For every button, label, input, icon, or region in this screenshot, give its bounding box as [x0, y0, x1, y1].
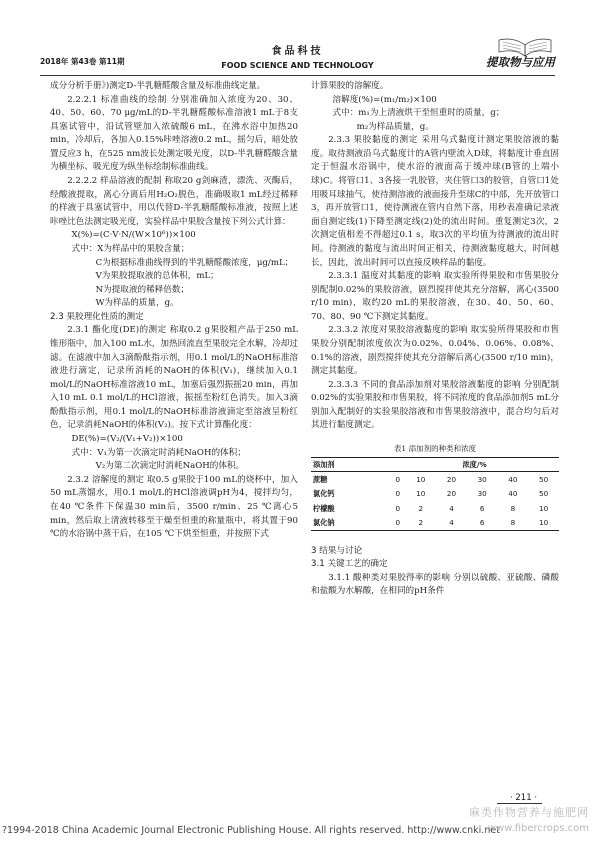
table-cell: 30	[477, 489, 487, 499]
formula-legend: V₂为第二次滴定时消耗NaOH的体积。	[95, 461, 245, 472]
formula-legend: W为样品的质量，g。	[95, 298, 179, 309]
paragraph-additives: 2.3.3.3 不同的食品添加剂对果胶溶液黏度的影响 分别配制0.02%的实验果胶和市售果胶，将不同浓度的食品添加剂5 mL分别加入配制好的实验果胶溶液和市售果胶溶液中，混合均匀后对其进行黏度测定。	[311, 379, 559, 431]
table-cell: 10	[416, 474, 426, 484]
formula-legend: 式中：V₁为第一次滴定时消耗NaOH的体积；	[71, 447, 246, 458]
paragraph-standard-curve: 2.2.2.1 标准曲线的绘制 分别准确加入浓度为20、30、40、50、60、70 μg/mL的D-半乳糖醛酸标准溶液1 mL于8支具塞试管中，沿试管壁加入浓硫酸6 mL，在沸水浴中加热20 min，冷却后，各加入0.15%咔唑溶液0.2 mL，摇匀后，暗处放置反应3 h，在525 nm波长处测定吸光度，以D-半乳糖醛酸含量为横坐标、吸光度为纵坐标绘制标准曲线。	[50, 94, 298, 173]
page-number: · 211 ·	[510, 793, 538, 803]
paragraph-solubility: 2.3.2 溶解度的测定 取0.5 g果胶于100 mL的烧杯中，加入50 mL蒸馏水，用0.1 mol/L的HCl溶液调pH为4，搅拌均匀，在40 ℃条件下保温30 min后，3500 r/min、25 ℃离心5 min，然后取上清液转移至干燥至恒重的称量瓶中，将其置于90 ℃的水浴锅中蒸干后，在105 ℃下烘至恒重，并按照下式	[50, 474, 298, 540]
paragraph: 成分分析手册》)测定D-半乳糖醛酸含量及标准曲线定量。	[50, 81, 266, 91]
table-cell: 40	[508, 474, 518, 484]
table-cell: 0	[395, 503, 401, 513]
table-header-additive: 添加剂	[311, 457, 390, 471]
paragraph-concentration: 2.3.3.2 浓度对果胶溶液黏度的影响 取实验所得果胶和市售果胶分别配制浓度依次为0.02%、0.04%、0.06%、0.08%、0.1%的溶液，剧烈搅拌使其充分溶解后离心(3500 r/10 min)，测定其黏度。	[311, 325, 559, 377]
left-column	[50, 80, 298, 542]
table-cell: 0	[390, 515, 405, 530]
table-header-row	[311, 457, 559, 471]
paragraph-acid-type: 3.1.1 酸种类对果胶得率的影响 分别以硫酸、亚硫酸、磷酸和盐酸为水解酸，在相同的pH条件	[311, 572, 559, 597]
table-cell: 8	[498, 515, 529, 530]
formula-legend: C为根据标准曲线得到的半乳糖醛酸浓度，μg/mL；	[95, 257, 294, 268]
table-title: 表1 添加剂的种类和浓度	[393, 444, 477, 454]
section-heading: 2.3 果胶理化性质的测定	[50, 311, 144, 322]
table-cell: 0	[395, 489, 401, 499]
table-cell: 4	[436, 515, 467, 530]
journal-title-cn: 食品科技	[271, 46, 324, 57]
copyright-line: ?1994-2018 China Academic Journal Electronic Publishing House. All rights reserved. http://www.cnki.net	[2, 825, 500, 836]
table-row	[311, 515, 559, 530]
table-row	[311, 487, 559, 501]
table-cell: 10	[416, 489, 426, 499]
table-cell: 50	[539, 489, 549, 499]
formula-pectin-content: X(%)=(C·V·N/(W×10⁶))×100	[71, 230, 196, 241]
section-heading: 3 结果与讨论	[311, 545, 363, 556]
table-cell: 8	[510, 503, 516, 513]
table-row	[311, 501, 559, 515]
journal-title-block	[40, 44, 555, 72]
table-cell: 30	[477, 474, 487, 484]
additives-table	[311, 457, 559, 531]
journal-title-en: FOOD SCIENCE AND TECHNOLOGY	[221, 60, 374, 70]
table-cell: 6	[479, 503, 485, 513]
table-cell: 2	[418, 503, 424, 513]
table-cell: 6	[467, 515, 498, 530]
paragraph-sample-prep: 2.2.2.2 样品溶液的配制 称取20 g剑麻渣，漂洗、灭酶后，经酸液提取，离心分离后用H₂O₂脱色，准确吸取1 mL经过稀释的样液于具塞试管中，用以代替D-半乳糖醛酸标准液，按照上述咔唑比色法测定吸光度，实验样品中果胶含量按下列公式计算：	[50, 176, 298, 227]
header-rule	[40, 75, 555, 76]
table-cell: 40	[508, 489, 518, 499]
formula-de: DE(%)=(V₂/(V₁+V₂))×100	[71, 434, 183, 445]
table-cell: 4	[449, 503, 454, 513]
right-column	[311, 80, 559, 599]
watermark-text: 麻类作物营养与施肥网	[469, 806, 589, 819]
section-name: 提取物与应用	[486, 54, 555, 69]
table-cell: 10	[528, 515, 559, 530]
table-row-label: 氯化钙	[313, 489, 335, 499]
paragraph: 计算果胶的溶解度。	[311, 81, 389, 91]
table-cell: 0	[395, 474, 401, 484]
paragraph-viscosity: 2.3.3 果胶黏度的测定 采用乌式黏度计测定果胶溶液的黏度。取待测液沿乌式黏度计的A管内壁流入D球，将黏度计垂直固定于恒温水浴锅中，使水浴的液面高于缓冲球(B管的上端小球)C。将管口1、3各接一乳胶管，夹住管口3的胶管，自管口1处用吸耳球抽气，使待测溶液的液面接升至球C的中部，先开放管口3，再开放管口1，使待测液在管内自然下落，用秒表准确记录液面自测定线(1)下降至测定线(2)处的流出时间。重复测定3次，2次测定值相差不得超过0.1 s，取3次的平均值为待测液的流出时间。待测液的黏度与流出时间正相关，待测液黏度越大，时间越长，因此，流出时间可以直接反映样品的黏度。	[311, 135, 559, 268]
table-row-label: 氯化钠	[311, 515, 390, 530]
table-header-concentration: 浓度/%	[390, 457, 559, 471]
formula-legend: 式中：m₁为上清液烘干至恒重时的质量，g；	[332, 108, 505, 119]
table-row-label: 蔗糖	[313, 474, 328, 484]
table-cell: 10	[539, 503, 549, 513]
issue-info: 2018年 第43卷 第11期	[40, 57, 125, 67]
watermark	[469, 804, 589, 837]
formula-legend: m₂为样品质量，g。	[356, 121, 434, 132]
table-row-label: 柠檬酸	[313, 503, 335, 513]
formula-legend: 式中：X为样品中的果胶含量；	[71, 243, 190, 254]
paragraph-esterification: 2.3.1 酯化度(DE)的测定 称取0.2 g果胶粗产品于250 mL锥形瓶中，加入100 mL水，加热回流直至果胶完全水解，冷却过滤。在滤液中加入3滴酚酞指示剂，用0.1 mol/L的NaOH标准溶液进行滴定，记录所消耗的NaOH的体积(V₁)，继续加入0.1 mol/L的NaOH标准溶液10 mL，加塞后强烈振摇20 min，再加入10 mL 0.1 mol/L的HCl溶液，振摇至粉红色消失。加入3滴酚酞指示剂，用0.1 mol/L的NaOH标准溶液滴定至溶液呈粉红色，记录消耗NaOH的体积(V₂)。按下式计算酯化度：	[50, 325, 298, 431]
formula-solubility: 溶解度(%)=(m₁/m₂)×100	[332, 94, 437, 105]
page-header	[40, 40, 555, 74]
table-cell: 50	[539, 474, 549, 484]
table-row	[311, 472, 559, 487]
formula-legend: V为果胶提取液的总体积，mL；	[95, 271, 219, 282]
watermark-url: www.fibercrops.com	[487, 823, 589, 835]
table-cell: 20	[446, 489, 457, 499]
table-cell: 2	[405, 515, 436, 530]
table-cell: 20	[446, 474, 457, 484]
formula-legend: N为提取液的稀释倍数；	[95, 284, 190, 295]
subsection-heading: 3.1 关键工艺的确定	[311, 559, 388, 570]
paragraph-temperature: 2.3.3.1 温度对其黏度的影响 取实验所得果胶和市售果胶分别配制0.02%的果胶溶液，剧烈搅拌使其充分溶解，离心(3500 r/10 min)，取约20 mL的果胶溶液，在30、40、50、60、70、80、90 ℃下测定其黏度。	[311, 271, 559, 322]
